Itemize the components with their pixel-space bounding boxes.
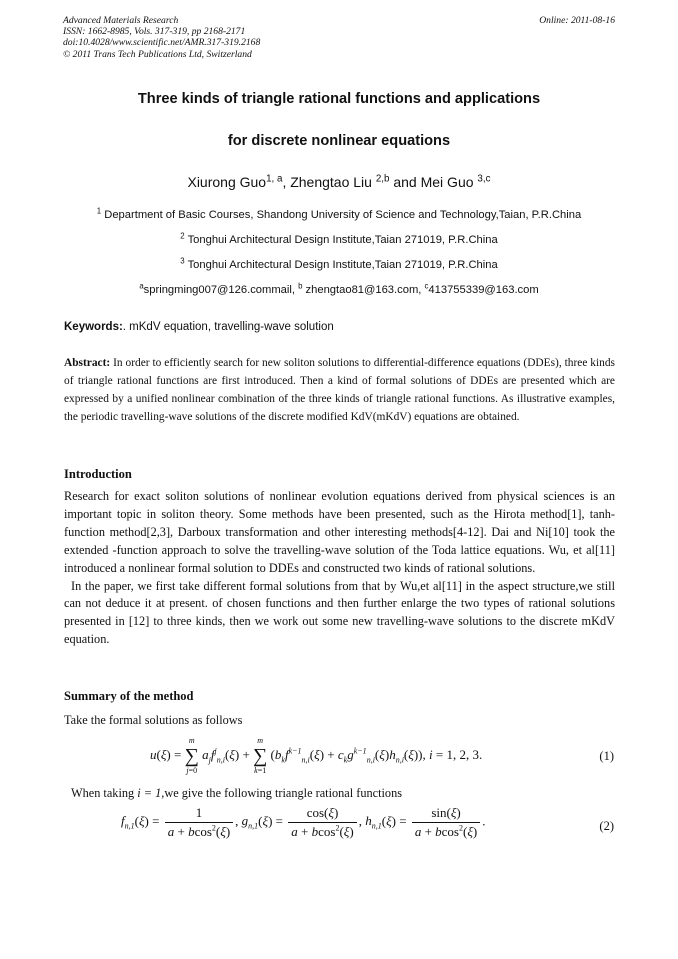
- author-1: Xiurong Guo: [187, 174, 267, 190]
- method-heading: Summary of the method: [64, 689, 194, 703]
- affiliation-2-text: Tonghui Architectural Design Institute,Taian 271019, P.R.China: [187, 234, 498, 246]
- when-taking-line: [71, 786, 402, 801]
- equation-2-number: (2): [599, 819, 614, 833]
- introduction-body: [64, 488, 615, 649]
- affiliation-1-marker: 1: [96, 206, 102, 216]
- online-date: Online: 2011-08-16: [539, 15, 615, 26]
- introduction-paragraph-2: In the paper, we first take different formal solutions from that by Wu,et al[11] in the aspect structure,we still can not deduce it at present. of chosen functions and then further enlarge the two types of rational solutions presented in [12] to three kinds, then we work out some new travelling-wave solutions to the discrete mKdV equation.: [64, 578, 615, 647]
- abstract-label: Abstract:: [64, 357, 111, 369]
- author-3-marker: 3,c: [477, 173, 491, 185]
- email-a-marker: a: [139, 281, 144, 291]
- journal-header: [63, 15, 615, 60]
- issn-line: ISSN: 1662-8985, Vols. 317-319, pp 2168-2171: [63, 26, 246, 38]
- abstract-text: In order to efficiently search for new soliton solutions to differential-difference equations (DDEs), three kinds of triangle rational functions are first introduced. Then a kind of formal solutions of DDEs are presented which are expressed by a unified nonlinear combination of the three kinds of triangle rational functions. As illustrative examples, the periodic travelling-wave solutions of the discrete modified KdV(mKdV) equations are obtained.: [64, 357, 615, 424]
- email-b: zhengtao81@163.com,: [305, 284, 422, 296]
- author-3: Mei Guo: [420, 174, 474, 190]
- paper-title-line2: for discrete nonlinear equations: [227, 133, 451, 149]
- journal-name: Advanced Materials Research: [63, 15, 179, 26]
- affiliation-3-text: Tonghui Architectural Design Institute,Taian 271019, P.R.China: [187, 259, 498, 271]
- abstract: [64, 354, 615, 426]
- affiliation-1: [40, 206, 638, 221]
- email-b-marker: b: [298, 281, 303, 291]
- fraction-f: $\frac{1}{a + bcos^2(\xi)}$: [165, 805, 233, 840]
- affiliation-3: [40, 256, 638, 271]
- author-2-marker: 2,b: [375, 173, 390, 185]
- author-2: Zhengtao Liu: [290, 174, 372, 190]
- author-separator: ,: [282, 174, 287, 190]
- when-taking-rest: ,we give the following triangle rational functions: [161, 786, 403, 800]
- introduction-paragraph-1: Research for exact soliton solutions of nonlinear evolution equations derived from physical sciences is an important topic in soliton theory. Some methods have been presented, such as the Hirota method[1], tanh-function method[2,3], Darboux transformation and other interesting methods[4-12]. Dai and Ni[10] took the extended -function approach to solve the travelling-wave solution of the Toda lattice equations. Wu, et al[11] introduced a nonlinear formal solution to DDEs and constructed two kinds of rational solutions.: [64, 489, 615, 575]
- affiliation-2: [40, 231, 638, 246]
- equation-1-number: (1): [599, 749, 614, 763]
- equation-2: $f_{n,1}(\xi)$ = $\frac{1}{a + bcos^2(\xi)}$ , $g_{n,1}(\xi)$ = $\frac{\cos(\xi)}{a + bcos^2(\xi)}$ , $h_{n,1}(\xi)$ = $\frac{\sin(\xi)}{a + bcos^2(\xi)}$ .: [121, 805, 486, 839]
- author-conjunction: and: [393, 174, 417, 190]
- when-taking-condition: i = 1: [137, 786, 162, 800]
- fraction-h: $\frac{\sin(\xi)}{a + bcos^2(\xi)}$: [412, 805, 480, 840]
- email-a: springming007@126.commail,: [143, 284, 295, 296]
- equation-1: u(ξ) = m ∑ j=0 $a_jf^j_{n,i}(\xi)$ + m ∑ k=1 $(b_kf^{k-1}_{n,i}(\xi) + c_kg^{k-1}_{n,i}(\xi)h_{n,i}(\xi))$, i = 1, 2, 3.: [150, 736, 483, 775]
- sum-symbol-2: m ∑ k=1: [253, 736, 268, 775]
- author-1-marker: 1, a: [266, 173, 283, 185]
- affiliation-1-text: Department of Basic Courses, Shandong University of Science and Technology,Taian, P.R.China: [104, 209, 582, 221]
- keywords: [64, 321, 334, 333]
- doi-line: doi:10.4028/www.scientific.net/AMR.317-319.2168: [63, 37, 261, 49]
- fraction-g: $\frac{\cos(\xi)}{a + bcos^2(\xi)}$: [288, 805, 356, 840]
- email-line: [40, 281, 638, 296]
- author-list: [40, 174, 638, 190]
- keywords-text: . mKdV equation, travelling-wave solution: [122, 321, 334, 333]
- method-intro: Take the formal solutions as follows: [64, 713, 243, 727]
- sum-symbol-1: m ∑ j=0: [184, 736, 199, 775]
- paper-title-line1: Three kinds of triangle rational functions and applications: [137, 91, 541, 107]
- affiliation-3-marker: 3: [180, 256, 185, 266]
- introduction-heading: Introduction: [64, 467, 132, 481]
- email-c: 413755339@163.com: [428, 284, 539, 296]
- copyright-line: © 2011 Trans Tech Publications Ltd, Switzerland: [63, 48, 252, 60]
- email-c-marker: c: [424, 281, 429, 291]
- keywords-label: Keywords:: [64, 321, 123, 333]
- affiliation-2-marker: 2: [180, 231, 185, 241]
- when-taking-text: When taking: [71, 786, 135, 800]
